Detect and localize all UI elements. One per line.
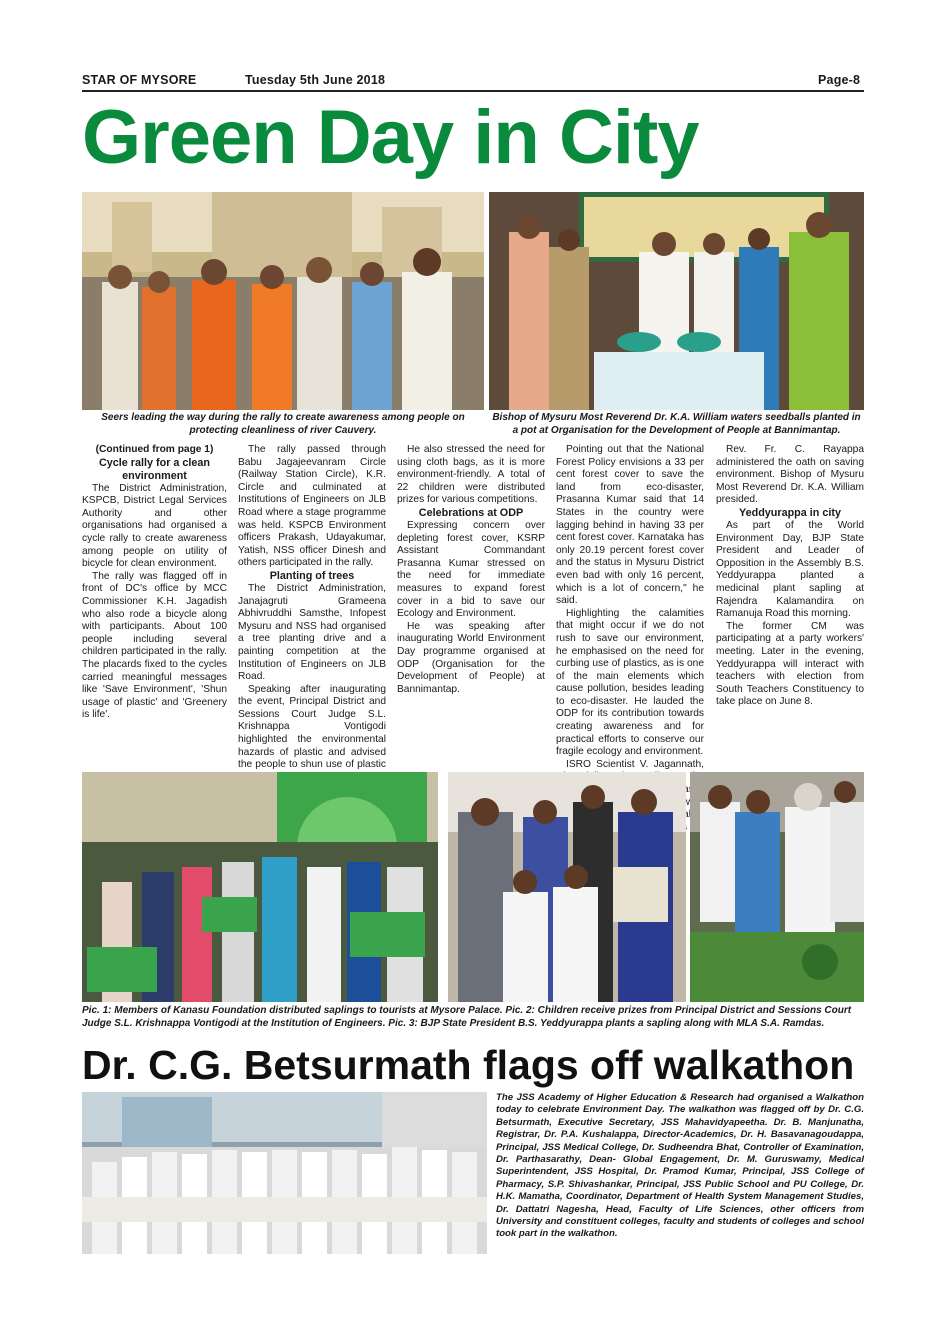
- issue-date: Tuesday 5th June 2018: [245, 73, 386, 87]
- photo-caption-mid: Pic. 1: Members of Kanasu Foundation distributed saplings to tourists at Mysore Palace. Pic. 2: Children receive prizes from Principal District and Sessions Court Judge S.L. Krishnappa Vontigodi at the Institution of Engineers. Pic. 3: BJP State President B.S. Yeddyurappa plants a sapling along with MLA S.A. Ramdas.: [82, 1005, 852, 1029]
- paragraph: Highlighting the calamities that might occur if we do not rush to save our environment, he emphasised on the need for curbing use of plastics, as is one of the main elements which cause pollution, besides leading to eco-disaster. He lauded the ODP for its contribution towards creating awareness and for practical efforts to conserve our fragile ecology and environment.: [556, 607, 704, 758]
- photo-children-prizes: [448, 772, 686, 1002]
- paragraph: Expressing concern over depleting forest cover, KSRP Assistant Commandant Prasanna Kumar stressed on the need for immediate measures to expand forest cover in a bid to save our Ecology and Environment.: [397, 519, 545, 620]
- article-column-2: [238, 444, 386, 784]
- subhead-cycle-rally: Cycle rally for a clean environment: [98, 456, 211, 482]
- paragraph: Speaking after inaugurating the event, Principal District and Sessions Court Judge S.L. Krishnappa Vontigodi highlighted the environmental hazards of plastic and advised the people to shun use of plastic: [238, 683, 386, 771]
- subhead-planting: Planting of trees: [269, 569, 355, 582]
- photo-caption-bishop: Bishop of Mysuru Most Reverend Dr. K.A. William waters seedballs planted in a pot at Organisation for the Development of People at Bannimantap.: [492, 412, 861, 436]
- paragraph: He also stressed the need for using cloth bags, as it is more environment-friendly. A total of 22 children were distributed prizes for various competitions.: [397, 444, 545, 506]
- newspaper-name: STAR OF MYSORE: [82, 73, 197, 87]
- paragraph: The District Administration, Janajagruti Grameena Abhivruddhi Samsthe, Infopest Mysuru and NSS had organised a tree planting drive and a painting competition at the Institution of Engineers on JLB Road.: [238, 582, 386, 683]
- paragraph: He was speaking after inaugurating World Environment Day programme organised at ODP (Organisation for the Development of People) at Bannimantap.: [397, 620, 545, 695]
- paragraph: ISRO Scientist V. Jagannath, realise: [566, 758, 704, 821]
- photo-kanasu-foundation: [82, 772, 438, 1002]
- photo-caption-rally: Seers leading the way during the rally to create awareness among people on protecting cleanliness of river Cauvery.: [101, 412, 465, 436]
- continued-note: (Continued from page 1): [95, 444, 214, 455]
- paragraph: As part of the World Environment Day, BJP State President and Leader of Opposition in the Assembly B.S. Yeddyurappa planted a medicinal plant sapling at Rajendra Kalamandira on Ramanuja Road this morning.: [716, 519, 864, 620]
- paragraph: The rally was flagged off in front of DC's office by MCC Commissioner K.H. Jagadish who also rode a bicycle along with participants. About 100 people including several children participated in the rally. The placards fixed to the cycles carried meaningful messages like 'Save Environment', 'Shun usage of plastic' and 'Greenery is life'.: [82, 570, 227, 721]
- paragraph: Rev. Fr. C. Rayappa administered the oath on saving environment. Bishop of Mysuru Most Reverend Dr. K.A. William presided.: [716, 444, 864, 506]
- header-rule: [82, 90, 864, 92]
- article-column-5: [716, 444, 864, 709]
- subhead-yeddyurappa: Yeddyurappa in city: [738, 506, 841, 519]
- photo-bishop-seedballs: [489, 192, 864, 410]
- paragraph: The District Administration, KSPCB, District Legal Services Authority and other organisations had organised a cycle rally to create awareness among people on utility of bicycle for clean environment.: [82, 482, 227, 570]
- walkathon-headline: Dr. C.G. Betsurmath flags off walkathon: [82, 1042, 855, 1088]
- subhead-odp: Celebrations at ODP: [418, 506, 524, 519]
- article-column-1: [82, 444, 227, 722]
- photo-yeddyurappa-sapling: [690, 772, 864, 1002]
- page-number: Page-8: [818, 73, 861, 87]
- photo-walkathon: [82, 1092, 487, 1254]
- photo-seers-rally: [82, 192, 484, 410]
- paragraph: Pointing out that the National Forest Policy envisions a 33 per cent forest cover to save the land from eco-disaster, Prasanna Kumar said that 14 States in the country were lagging behind in having 33 per cent forest cover. Karnataka has only 20.19 percent forest cover and the status in Mysuru District even bad with only 16 percent, which is a lot of concern," he said.: [556, 444, 704, 607]
- paragraph: The former CM was participating at a party workers' meeting. Later in the evening, Yeddyurappa will interact with teachers with election from South Teachers Constituency to take place on June 8.: [716, 620, 864, 708]
- article-column-3: [397, 444, 545, 696]
- paragraph: The rally passed through Babu Jagajeevanram Circle (Railway Station Circle), K.R. Circle and culminated at Institutions of Engineers on JLB Road where a stage programme was held. KSPCB Environment officers Prakash, Udayakumar, Yatish, NSS officer Dinesh and others participated in the rally.: [238, 444, 386, 569]
- page-headline: Green Day in City: [82, 95, 699, 180]
- walkathon-text: The JSS Academy of Higher Education & Research had organised a Walkathon today to celebrate Environment Day. The walkathon was flagged off by Dr. C.G. Betsurmath, Executive Secretary, JSS Mahavidyapeetha. Dr. B. Manjunatha, Registrar, Dr. P.A. Kushalappa, Director-Academics, Dr. H. Basavanagoudappa, Principal, JSS Medical College, Dr. Sudheendra Bhat, Controller of Examination, Dr. Parthasarathy, Dean- Global Engagement, Dr. M. Guruswamy, Medical Superintendent, JSS Hospital, Dr. Pramod Kumar, Principal, JSS College of Pharmacy, S.P. Shivashankar, Principal, JSS Public School and PU College, Dr. H.K. Mamatha, Coordinator, Department of Health System Management Studies, Dr. Dattatri Nagesha, Head, Faculty of Life Sciences, other officers from University and constituent colleges, faculty and students of colleges and school took part in the walkathon.: [496, 1092, 864, 1240]
